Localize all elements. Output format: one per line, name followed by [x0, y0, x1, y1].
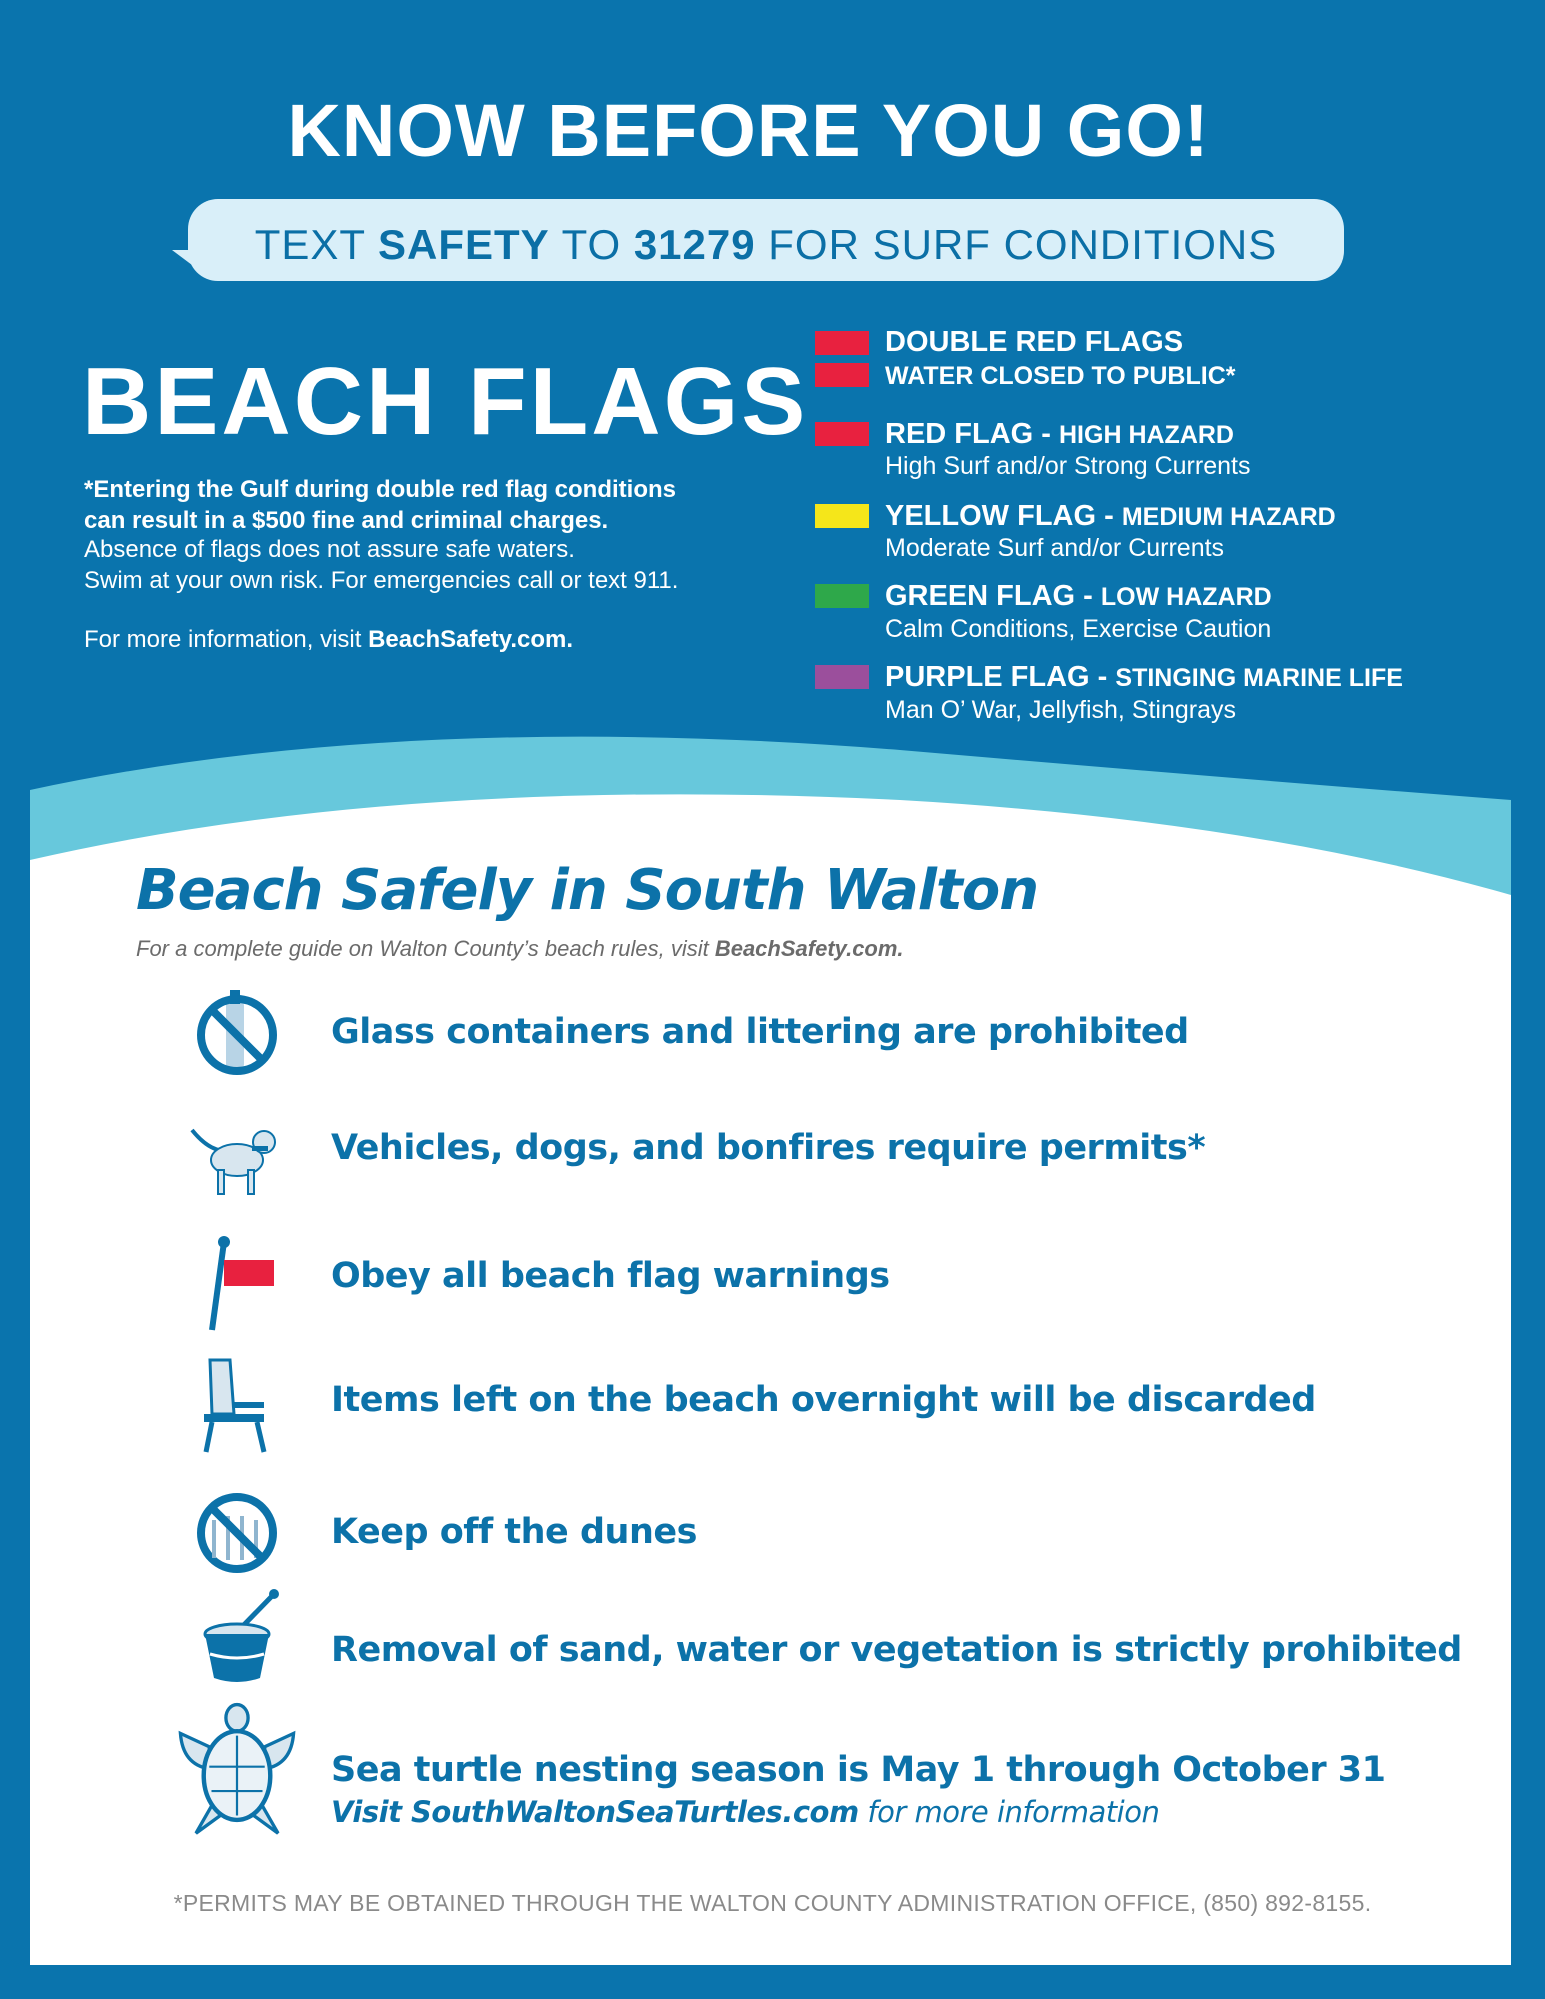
permit-footnote: *PERMITS MAY BE OBTAINED THROUGH THE WALTON COUNTY ADMINISTRATION OFFICE, (850) 892-8155.: [173, 1890, 1372, 1916]
green-flag-swatch: [815, 584, 869, 608]
fine-warning-line-1: *Entering the Gulf during double red flag conditions: [84, 476, 676, 503]
safety-subtitle-link[interactable]: BeachSafety.com.: [714, 936, 904, 961]
yellow-flag-desc: Moderate Surf and/or Currents: [885, 534, 1225, 562]
rule-flags: Obey all beach flag warnings: [331, 1256, 890, 1296]
purple-flag-title: [885, 661, 1403, 694]
no-dunes-icon: [182, 1478, 292, 1588]
purple-flag-label: PURPLE FLAG -: [885, 661, 1116, 693]
rule-overnight-items: Items left on the beach overnight will be discarded: [331, 1380, 1316, 1420]
sea-turtle-info: [331, 1795, 1159, 1829]
yellow-flag-hazard: MEDIUM HAZARD: [1121, 503, 1336, 531]
safety-title: Beach Safely in South Walton: [136, 858, 1039, 923]
sea-turtle-info-prefix: Visit: [331, 1795, 412, 1829]
green-flag-title: [885, 580, 1272, 613]
more-info: [84, 626, 573, 654]
green-flag-desc: Calm Conditions, Exercise Caution: [885, 615, 1272, 643]
green-flag-hazard: LOW HAZARD: [1100, 583, 1272, 611]
purple-flag-hazard: STINGING MARINE LIFE: [1115, 664, 1403, 692]
bubble-part2: TO: [549, 221, 634, 268]
rule-sea-turtle: Sea turtle nesting season is May 1 through October 31: [331, 1750, 1386, 1790]
purple-flag-swatch: [815, 665, 869, 689]
sea-turtle-link[interactable]: SouthWaltonSeaTurtles.com: [411, 1795, 859, 1829]
yellow-flag-label: YELLOW FLAG -: [885, 500, 1122, 532]
safety-subtitle-prefix: For a complete guide on Walton County’s beach rules, visit: [136, 936, 715, 961]
double-red-flag-swatch-1: [815, 331, 869, 355]
rule-glass: Glass containers and littering are prohibited: [331, 1012, 1189, 1052]
rule-permits: Vehicles, dogs, and bonfires require permits*: [331, 1128, 1206, 1168]
sea-turtle-icon: [176, 1700, 298, 1840]
rule-removal: Removal of sand, water or vegetation is strictly prohibited: [331, 1630, 1462, 1670]
red-flag-label: RED FLAG -: [885, 418, 1059, 450]
double-red-flag-swatch-2: [815, 363, 869, 387]
more-info-prefix: For more information, visit: [84, 626, 369, 653]
sand-bucket-icon: [182, 1582, 292, 1692]
yellow-flag-title: [885, 500, 1336, 533]
sea-turtle-info-suffix: for more information: [858, 1795, 1160, 1829]
double-red-flag-title: DOUBLE RED FLAGS: [885, 326, 1184, 358]
beach-chair-icon: [182, 1352, 292, 1462]
green-flag-label: GREEN FLAG -: [885, 580, 1101, 612]
bubble-part3: FOR SURF CONDITIONS: [755, 221, 1278, 268]
purple-flag-desc: Man O’ War, Jellyfish, Stingrays: [885, 696, 1237, 724]
red-flag-hazard: HIGH HAZARD: [1059, 421, 1234, 449]
no-glass-icon: [182, 980, 292, 1090]
more-info-link[interactable]: BeachSafety.com.: [368, 626, 574, 653]
red-flag-title: [885, 418, 1234, 451]
red-flag-swatch: [815, 422, 869, 446]
bubble-text: [188, 221, 1344, 269]
beach-flags-heading: BEACH FLAGS: [82, 348, 809, 455]
disclaimer-line-1: Absence of flags does not assure safe waters.: [84, 536, 575, 563]
fine-warning-line-2: can result in a $500 fine and criminal charges.: [84, 507, 609, 534]
safety-disclaimer: [84, 534, 784, 596]
red-flag-icon: [182, 1230, 292, 1340]
main-title: KNOW BEFORE YOU GO!: [287, 89, 1210, 172]
red-flag-desc: High Surf and/or Strong Currents: [885, 452, 1251, 480]
fine-warning: [84, 474, 784, 536]
yellow-flag-swatch: [815, 504, 869, 528]
bubble-keyword: SAFETY: [377, 221, 550, 268]
rule-dunes: Keep off the dunes: [331, 1512, 697, 1552]
safety-subtitle: [136, 936, 904, 962]
bubble-part1: TEXT: [254, 221, 378, 268]
double-red-flag-desc: WATER CLOSED TO PUBLIC*: [885, 362, 1236, 390]
dog-on-leash-icon: [182, 1100, 292, 1210]
disclaimer-line-2: Swim at your own risk. For emergencies call or text 911.: [84, 567, 679, 594]
bubble-number: 31279: [633, 221, 756, 268]
